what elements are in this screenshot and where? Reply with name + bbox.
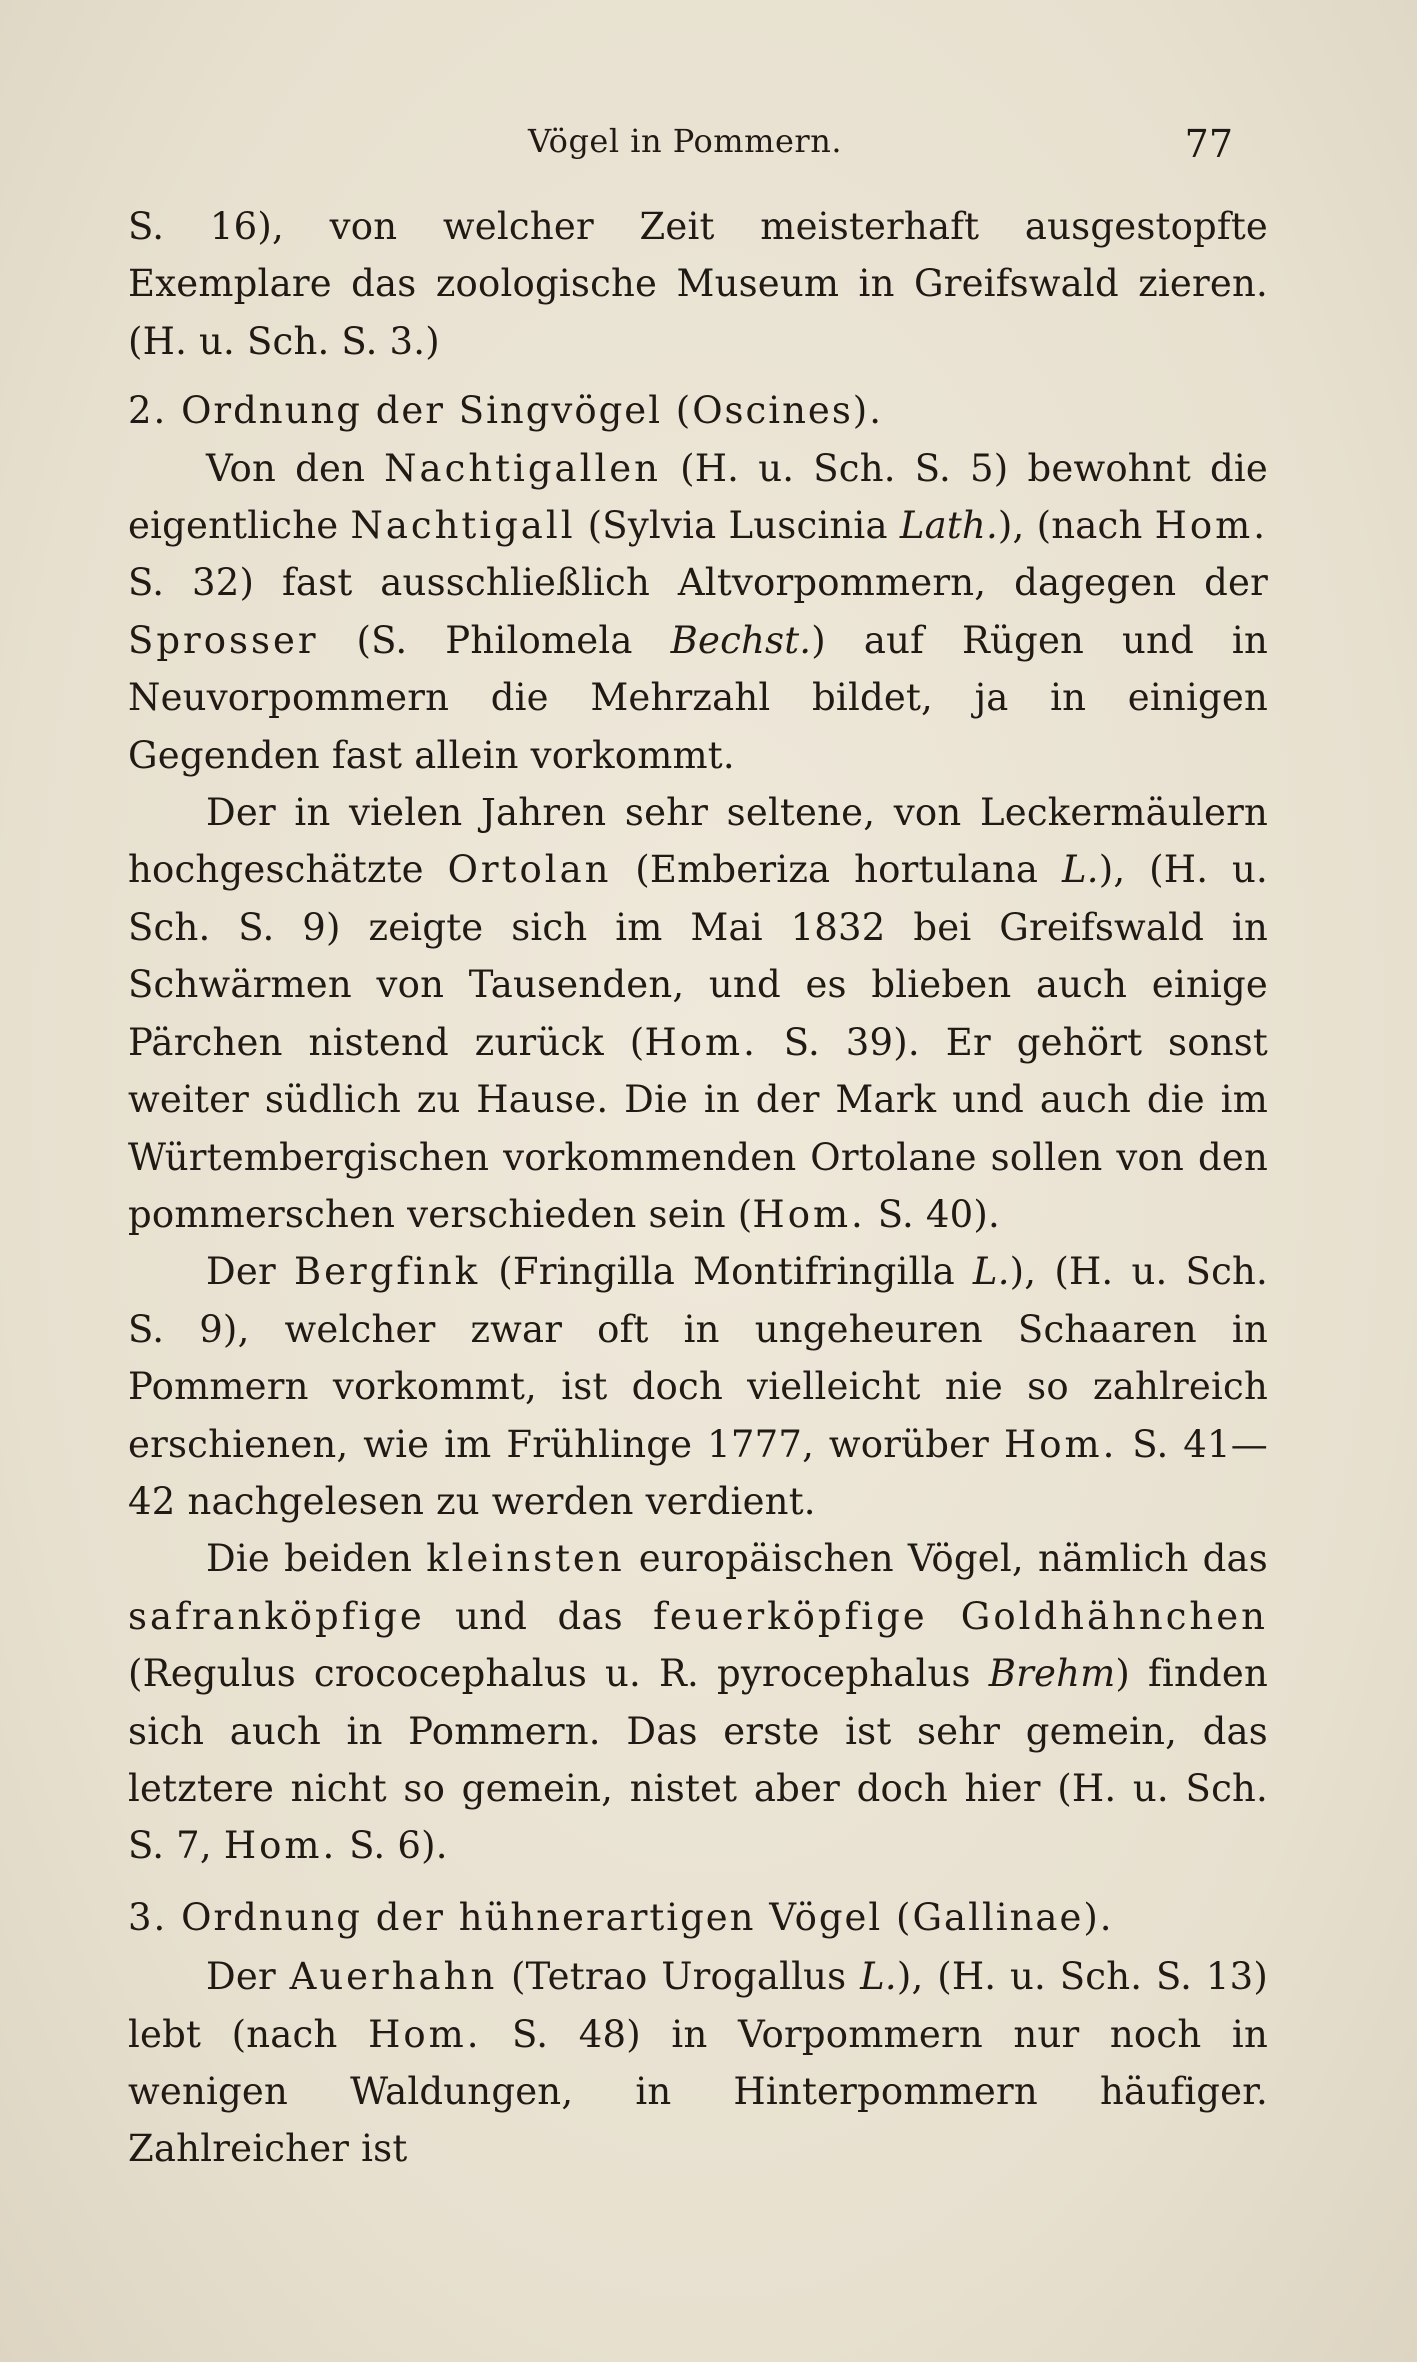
text-run: (Regulus crococephalus u. R. pyrocephalus bbox=[128, 1652, 989, 1696]
text-run: (Fringilla Montifringilla bbox=[480, 1250, 973, 1294]
paragraph-goldcrest bbox=[128, 1530, 1268, 1874]
text-run: S. 32) fast ausschließlich Altvorpommern, dagegen der bbox=[128, 561, 1268, 605]
text-run: (Tetrao Urogallus bbox=[497, 1955, 861, 1999]
paragraph-auerhahn bbox=[128, 1948, 1268, 2178]
spaced-term: Ortolan bbox=[447, 848, 612, 892]
spaced-term: Hom. bbox=[223, 1824, 338, 1868]
text-run: (H. u. Sch. S. 5) bewohnt die eigentliche bbox=[128, 446, 1268, 548]
running-head: Vögel in Pommern. bbox=[528, 122, 842, 160]
text-run: S. 41—42 nachgelesen zu werden verdient. bbox=[128, 1422, 1268, 1523]
text-run: Von den bbox=[206, 446, 385, 490]
spaced-term: Hom. bbox=[1003, 1422, 1118, 1466]
text-run: ), (H. u. Sch. S. 9), welcher zwar oft in ungeheuren Schaaren in Pommern vorkommt, ist doch vielleicht nie so zahlreich erschienen, wie im Frühlinge 1777, worüber bbox=[128, 1250, 1269, 1466]
text-run: S. 48) in Vorpommern nur noch in wenigen Waldungen, in Hinterpommern häufiger. Zahlreicher ist bbox=[128, 2012, 1268, 2171]
spaced-term: Hom. bbox=[752, 1192, 866, 1236]
author-abbrev: L. bbox=[1061, 848, 1099, 892]
page-number: 77 bbox=[1184, 122, 1233, 166]
spaced-term: Hom. bbox=[644, 1020, 758, 1064]
page-header bbox=[125, 122, 1245, 180]
text-run: (Emberiza hortulana bbox=[611, 848, 1062, 892]
text-run: Der bbox=[206, 1250, 294, 1294]
main-text bbox=[128, 198, 1268, 2178]
text-run: ) auf Rügen und in Neuvorpommern die Mehrzahl bildet, ja in einigen Gegenden fast allein vorkommt. bbox=[128, 618, 1268, 777]
spaced-term: feuerköpfige Goldhähnchen bbox=[653, 1594, 1268, 1638]
section-heading-gallinae: 3. Ordnung der hühnerartigen Vögel (Gallinae). bbox=[128, 1895, 1114, 1939]
text-run: Der in vielen Jahren sehr seltene, von Leckermäulern hochgeschätzte bbox=[128, 791, 1268, 892]
spaced-term: Hom. bbox=[368, 2012, 482, 2056]
spaced-term: safranköpfige bbox=[128, 1594, 425, 1638]
text-run: ), (H. u. Sch. S. 13) lebt (nach bbox=[128, 1955, 1268, 2056]
paragraph-nightingales bbox=[128, 440, 1268, 784]
text-run: Die beiden bbox=[206, 1537, 427, 1581]
text-run: ), (nach bbox=[997, 504, 1155, 548]
text-run: S. 40). bbox=[865, 1192, 1001, 1236]
author-abbrev: Bechst. bbox=[670, 618, 812, 662]
author-abbrev: L. bbox=[972, 1250, 1010, 1294]
spaced-term: Auerhahn bbox=[289, 1955, 498, 1999]
section-heading-oscines: 2. Ordnung der Singvögel (Oscines). bbox=[128, 389, 884, 433]
paragraph-bergfink bbox=[128, 1243, 1268, 1530]
text-run: Der bbox=[206, 1955, 290, 1999]
author-abbrev: Lath. bbox=[899, 504, 998, 548]
spaced-term: Nachtigall bbox=[350, 504, 576, 548]
text-run: (Sylvia Luscinia bbox=[575, 504, 900, 548]
author-abbrev: Brehm bbox=[988, 1652, 1116, 1696]
spaced-term: Bergfink bbox=[293, 1250, 481, 1294]
paragraph-intro: S. 16), von welcher Zeit meisterhaft ausgestopfte Exemplare das zoologische Museum in Greifswald zieren. (H. u. Sch. S. 3.) bbox=[128, 205, 1268, 363]
author-abbrev: L. bbox=[860, 1955, 897, 1999]
paragraph-ortolan bbox=[128, 784, 1268, 1243]
text-run: ), (H. u. Sch. S. 9) zeigte sich im Mai 1832 bei Greifswald in Schwärmen von Tausenden, und es blieben auch einige Pärchen nistend zurück ( bbox=[128, 848, 1268, 1064]
spaced-term: Nachtigallen bbox=[384, 446, 661, 490]
text-run: S. 39). Er gehört sonst weiter südlich zu Hause. Die in der Mark und auch die im Würtembergischen vorkommenden Ortolane sollen von den pommerschen verschieden sein ( bbox=[128, 1020, 1268, 1236]
spaced-term: Sprosser bbox=[128, 618, 319, 662]
spaced-term: Hom. bbox=[1154, 504, 1268, 548]
text-run: und das bbox=[424, 1594, 654, 1638]
text-run: S. 6). bbox=[337, 1824, 448, 1868]
text-run: europäischen Vögel, nämlich das bbox=[624, 1537, 1268, 1581]
spaced-term: kleinsten bbox=[426, 1537, 625, 1581]
text-run: (S. Philomela bbox=[318, 618, 671, 662]
text-run: ) finden sich auch in Pommern. Das erste ist sehr gemein, das letztere nicht so gemein, nistet aber doch hier (H. u. Sch. S. 7, bbox=[128, 1652, 1268, 1868]
